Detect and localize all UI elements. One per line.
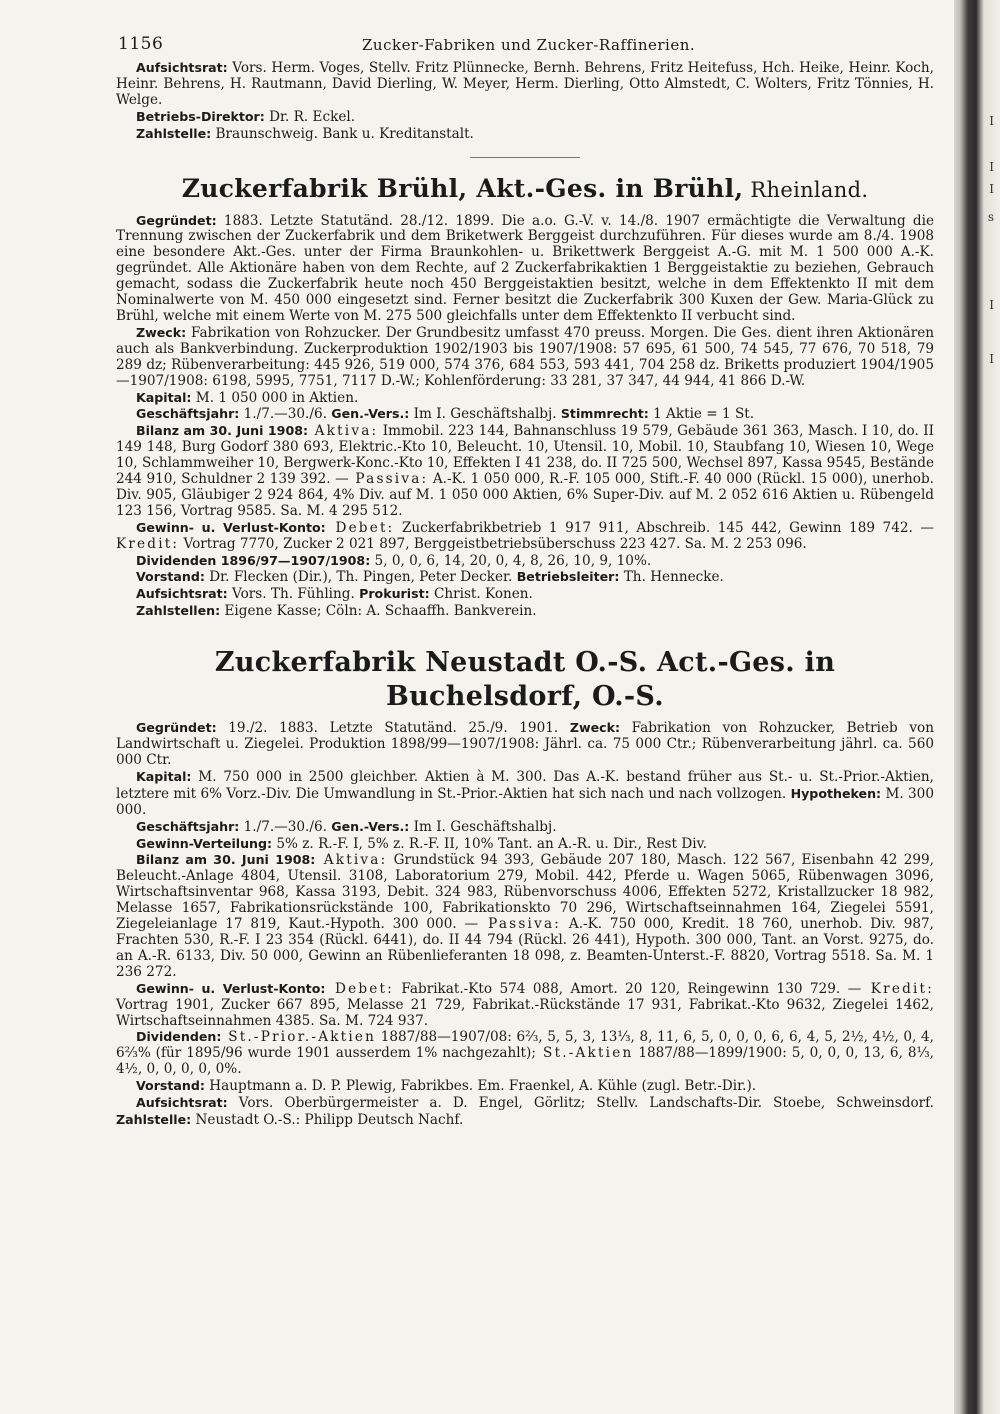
field-label: Geschäftsjahr: <box>136 406 240 422</box>
field-text: 1./7.—30./6. <box>239 406 332 423</box>
field-text: Im I. Geschäftshalbj. <box>409 818 557 835</box>
c2-dividenden <box>116 1029 934 1078</box>
field-label: Kapital: <box>136 389 192 405</box>
c2-vorstand <box>116 1078 934 1095</box>
field-text: Vors. Th. Fühling. <box>227 586 360 603</box>
field-text: Dr. R. Eckel. <box>264 108 356 125</box>
field-text: Kredit: <box>116 535 180 552</box>
c1-aufsichtsrat <box>116 586 934 603</box>
field-text: Vortrag 7770, Zucker 2 021 897, Berggeistbetriebsüberschuss 223 427. Sa. M. 2 253 096. <box>179 535 807 552</box>
field-text: St.-Prior.-Aktien <box>221 1029 377 1046</box>
field-text: Eigene Kasse; Cöln: A. Schaaffh. Bankverein. <box>220 603 537 620</box>
field-label: Gewinn- u. Verlust-Konto: <box>136 519 326 535</box>
edge-mark: I <box>989 182 994 196</box>
field-text: 1883. Letzte Statutänd. 28./12. 1899. Die a.o. G.-V. v. 14./8. 1907 ermächtigte die Verwaltung die Trennung zwischen der Zuckerfabrik und dem Briketwerk Berggeist durchzuführen. Für dieses wurde am 8./4. 1908 eine besondere Akt.-Ges. unter der Firma Braunkohlen- u. Brikettwerk Berggeist A.-G. mit M. 1 500 000 A.-K. gegründet. Alle Aktionäre haben von dem Rechte, auf 2 Zuckerfabrikaktien 1 Berggeistaktie zu beziehen, Gebrauch gemacht, sodass die Zuckerfabrik heute noch 450 Berggeistaktien besitzt, welche in dem Effektenkto II mit dem Nominalwerte von M. 450 000 eingesetzt sind. Ferner besitzt die Zuckerfabrik 300 Kuxen der Gew. Maria-Glück zu Brühl, welche mit einem Werte von M. 275 500 gleichfalls unter dem Effektenkto II verbucht sind. <box>116 212 934 324</box>
field-text: Vors. Oberbürgermeister a. D. Engel, Görlitz; Stellv. Landschafts-Dir. Stoebe, Schweinsdorf. <box>227 1095 934 1112</box>
field-text: Fabrikation von Rohzucker. Der Grundbesitz umfasst 470 preuss. Morgen. Die Ges. dient ihren Aktionären auch als Bankverbindung. Zuckerproduktion 1902/1903 bis 1907/1908: 57 695, 61 500, 74 545, 77 676, 70 518, 79 289 dz; Rübenverarbeitung: 445 926, 519 000, 574 376, 684 553, 593 441, 704 258 dz. Briketts produziert 1904/1905—1907/1908: 6198, 5995, 7751, 7117 D.-W.; Kohlenförderung: 33 281, 37 347, 44 944, 41 866 D.-W. <box>116 324 934 389</box>
field-text: Aktiva: <box>308 423 379 440</box>
field-text: M. 750 000 in 2500 gleichber. Aktien à M. 300. Das A.-K. bestand früher aus St.- u. St.-Prior.-Aktien, letztere mit 6% Vorz.-Div. Die Umwandlung in St.-Prior.-Aktien hat sich nach und nach vollzogen. <box>116 768 934 802</box>
field-text: Aktiva: <box>315 852 388 869</box>
field-text: Neustadt O.-S.: Philipp Deutsch Nachf. <box>191 1111 464 1128</box>
field-label: Zweck: <box>136 324 187 340</box>
field-label: Dividenden: <box>136 1029 222 1045</box>
company-title-neustadt: Zuckerfabrik Neustadt O.-S. Act.-Ges. in Buchelsdorf, O.-S. <box>214 647 836 713</box>
field-text: Passiva: <box>348 471 429 488</box>
field-label: Gen.-Vers.: <box>331 818 410 834</box>
edge-mark: I <box>989 114 994 128</box>
field-label: Stimmrecht: <box>560 406 649 422</box>
field-text: Passiva: <box>478 916 562 933</box>
field-text: Fabrikation von Rohzucker, Betrieb von Landwirtschaft u. Ziegelei. Produktion 1898/99—1907/1908: Jährl. ca. 75 000 Ctr.; Rübenverarbeitung jährl. ca. 560 000 Ctr. <box>116 720 934 768</box>
c2-gewinn-verteilung <box>116 836 934 853</box>
field-text: St.-Aktien <box>535 1045 634 1062</box>
c1-vorstand <box>116 569 934 586</box>
field-label: Gewinn-Verteilung: <box>136 835 273 851</box>
field-text: A.-K. 1 050 000, R.-F. 105 000, Stift.-F. 40 000 (Rückl. 15 000), unerhob. Div. 905, Gläubiger 2 924 864, 4% Div. auf M. 1 050 000 Aktien, 6% Super-Div. auf M. 2 052 616 Aktien u. Rübengeld 123 156, Vortrag 9585. Sa. M. 4 295 512. <box>116 471 934 519</box>
c2-bilanz <box>116 852 934 980</box>
c1-geschaeftsjahr <box>116 406 934 423</box>
field-text: Hauptmann a. D. P. Plewig, Fabrikbes. Em. Fraenkel, A. Kühle (zugl. Betr.-Dir.). <box>204 1078 757 1095</box>
field-text: 1./7.—30./6. <box>239 818 332 835</box>
field-text: Kredit: <box>861 980 934 997</box>
c1-gewinn-verlust <box>116 520 934 553</box>
field-label: Aufsichtsrat: <box>136 1095 228 1111</box>
c2-geschaeftsjahr <box>116 819 934 836</box>
field-label: Vorstand: <box>136 1078 205 1094</box>
prev-zahlstelle <box>116 126 934 143</box>
field-label: Gewinn- u. Verlust-Konto: <box>136 980 326 996</box>
field-text: Christ. Konen. <box>429 586 533 603</box>
field-label: Betriebsleiter: <box>516 569 620 585</box>
field-text: Immobil. 223 144, Bahnanschluss 19 579, Gebäude 361 363, Masch. I 10, do. II 149 148, Burg Godorf 380 693, Elektric.-Kto 10, Beleucht. 10, Utensil. 10, Mobil. 10, Staubfang 10, Wiesen 10, Wege 10, Schlammweiher 10, Bergwerk-Konc.-Kto 10, Effekten I 41 238, do. II 725 500, Wechsel 897, Kassa 9545, Bestände 244 910, Schuldner 2 139 392. — <box>116 423 934 488</box>
c2-gewinn-verlust <box>116 981 934 1030</box>
edge-mark: I <box>989 352 994 366</box>
running-header <box>116 34 934 60</box>
field-text: Zuckerfabrikbetrieb 1 917 911, Abschreib. 145 442, Gewinn 189 742. — <box>394 519 934 536</box>
field-label: Vorstand: <box>136 569 205 585</box>
field-text: Debet: <box>325 519 395 536</box>
facing-page-edge <box>954 0 1000 1414</box>
field-text: Im I. Geschäftshalbj. <box>409 406 561 423</box>
field-text: Rheinland. <box>743 177 869 202</box>
field-text: Vors. Herm. Voges, Stellv. Fritz Plünnecke, Bernh. Behrens, Fritz Heitefuss, Hch. Heike, Heinr. Koch, Heinr. Behrens, H. Rautmann, David Dierling, W. Meyer, Herm. Dierling, Otto Almstedt, C. Wolters, Fritz Tönnies, H. Welge. <box>116 60 934 108</box>
field-text: Fabrikat.-Kto 574 088, Amort. 20 120, Reingewinn 130 729. — <box>393 980 862 997</box>
field-label: Gen.-Vers.: <box>331 406 410 422</box>
c2-gegruendet <box>116 720 934 769</box>
company-title-bruehl <box>116 174 934 205</box>
field-text: Dr. Flecken (Dir.), Th. Pingen, Peter Decker. <box>204 569 517 586</box>
field-label: Bilanz am 30. Juni 1908: <box>136 852 316 868</box>
field-text: Zuckerfabrik Brühl, Akt.-Ges. in Brühl, <box>181 173 744 203</box>
field-label: Zahlstellen: <box>136 603 221 619</box>
field-label: Aufsichtsrat: <box>136 586 228 602</box>
field-text: A.-K. 750 000, Kredit. 18 760, unerhob. Div. 987, Frachten 530, R.-F. I 23 354 (Rückl. 6441), do. II 44 794 (Rückl. 26 441), Hypoth. 300 000, Tant. an Vorst. 9275, do. an A.-R. 6133, Div. 50 000, Gewinn an Rübenlieferanten 18 098, z. Beamten-Unterst.-F. 8820, Vortrag 5518. Sa. M. 1 236 272. <box>116 916 934 980</box>
field-text: Vortrag 1901, Zucker 667 895, Melasse 21 729, Fabrikat.-Rückstände 17 931, Fabrikat.-Kto 9632, Ziegelei 1462, Wirtschaftseinnahmen 4385. Sa. M. 724 937. <box>116 996 934 1029</box>
c2-kapital <box>116 769 934 819</box>
field-label: Betriebs-Direktor: <box>136 108 265 124</box>
field-label: Bilanz am 30. Juni 1908: <box>136 423 309 439</box>
field-text: 1 Aktie = 1 St. <box>648 406 755 423</box>
section-divider <box>470 157 580 158</box>
field-text: Braunschweig. Bank u. Kreditanstalt. <box>211 125 474 142</box>
field-text: Th. Hennecke. <box>619 569 724 586</box>
field-text: 5, 0, 0, 6, 14, 20, 0, 4, 8, 26, 10, 9, 10%. <box>370 552 652 569</box>
field-text: Debet: <box>325 980 394 997</box>
field-text: 1887/88—1907/08: 6⅔, 5, 5, 3, 13⅓, 8, 11, 6, 5, 0, 0, 0, 6, 6, 4, 5, 2½, 4½, 0, 4, 6⅔% (für 1895/96 wurde 1901 ausserdem 1% nachgezahlt); <box>116 1029 934 1062</box>
c1-zweck <box>116 325 934 390</box>
field-label: Dividenden 1896/97—1907/1908: <box>136 552 371 568</box>
field-label: Aufsichtsrat: <box>136 60 228 75</box>
running-title: Zucker-Fabriken und Zucker-Raffinerien. <box>362 36 696 54</box>
c1-dividenden <box>116 553 934 570</box>
field-label: Hypotheken: <box>790 785 882 801</box>
field-text: M. 1 050 000 in Aktien. <box>191 389 359 406</box>
c1-bilanz <box>116 423 934 519</box>
field-text: 19./2. 1883. Letzte Statutänd. 25./9. 1901. <box>216 720 570 737</box>
field-label: Gegründet: <box>136 212 217 228</box>
c1-zahlstellen <box>116 603 934 620</box>
field-text: 1887/88—1899/1900: 5, 0, 0, 0, 13, 6, 8⅓, 4½, 0, 0, 0, 0, 0%. <box>116 1045 934 1078</box>
c1-gegruendet <box>116 213 934 325</box>
field-label: Kapital: <box>136 768 192 784</box>
field-text: Grundstück 94 393, Gebäude 207 180, Masch. 122 567, Eisenbahn 42 299, Beleucht.-Anlage 4804, Utensil. 3108, Laboratorium 279, Mobil. 442, Pferde u. Wagen 5065, Rübenwagen 3096, Wirtschaftsinventar 968, Kassa 3193, Debit. 324 983, Rübenvorschuss 4006, Effekten 5272, Kristallzucker 18 982, Melasse 1657, Fabrikationsrückstände 100, Fabrikationskto 70 296, Wirtschaftseinnahmen 164, Ziegelei 5591, Ziegeleianlage 17 819, Kaut.-Hypoth. 300 000. — <box>116 852 934 933</box>
field-label: Prokurist: <box>359 586 430 602</box>
c1-kapital <box>116 390 934 407</box>
field-label: Geschäftsjahr: <box>136 818 240 834</box>
field-label: Zahlstelle: <box>136 125 212 141</box>
page-number: 1156 <box>118 34 164 54</box>
c2-aufsichtsrat <box>116 1095 934 1129</box>
edge-mark: I <box>989 298 994 312</box>
field-text: 5% z. R.-F. I, 5% z. R.-F. II, 10% Tant. an A.-R. u. Dir., Rest Div. <box>272 835 707 852</box>
prev-betriebs-direktor <box>116 109 934 126</box>
field-label: Zweck: <box>569 720 620 736</box>
field-label: Gegründet: <box>136 720 217 736</box>
prev-aufsichtsrat <box>116 60 934 109</box>
page-content <box>116 34 934 1129</box>
edge-mark: s <box>987 210 994 224</box>
edge-mark: I <box>989 160 994 174</box>
field-label: Zahlstelle: <box>116 1111 192 1127</box>
field-text: M. 300 000. <box>116 785 934 818</box>
